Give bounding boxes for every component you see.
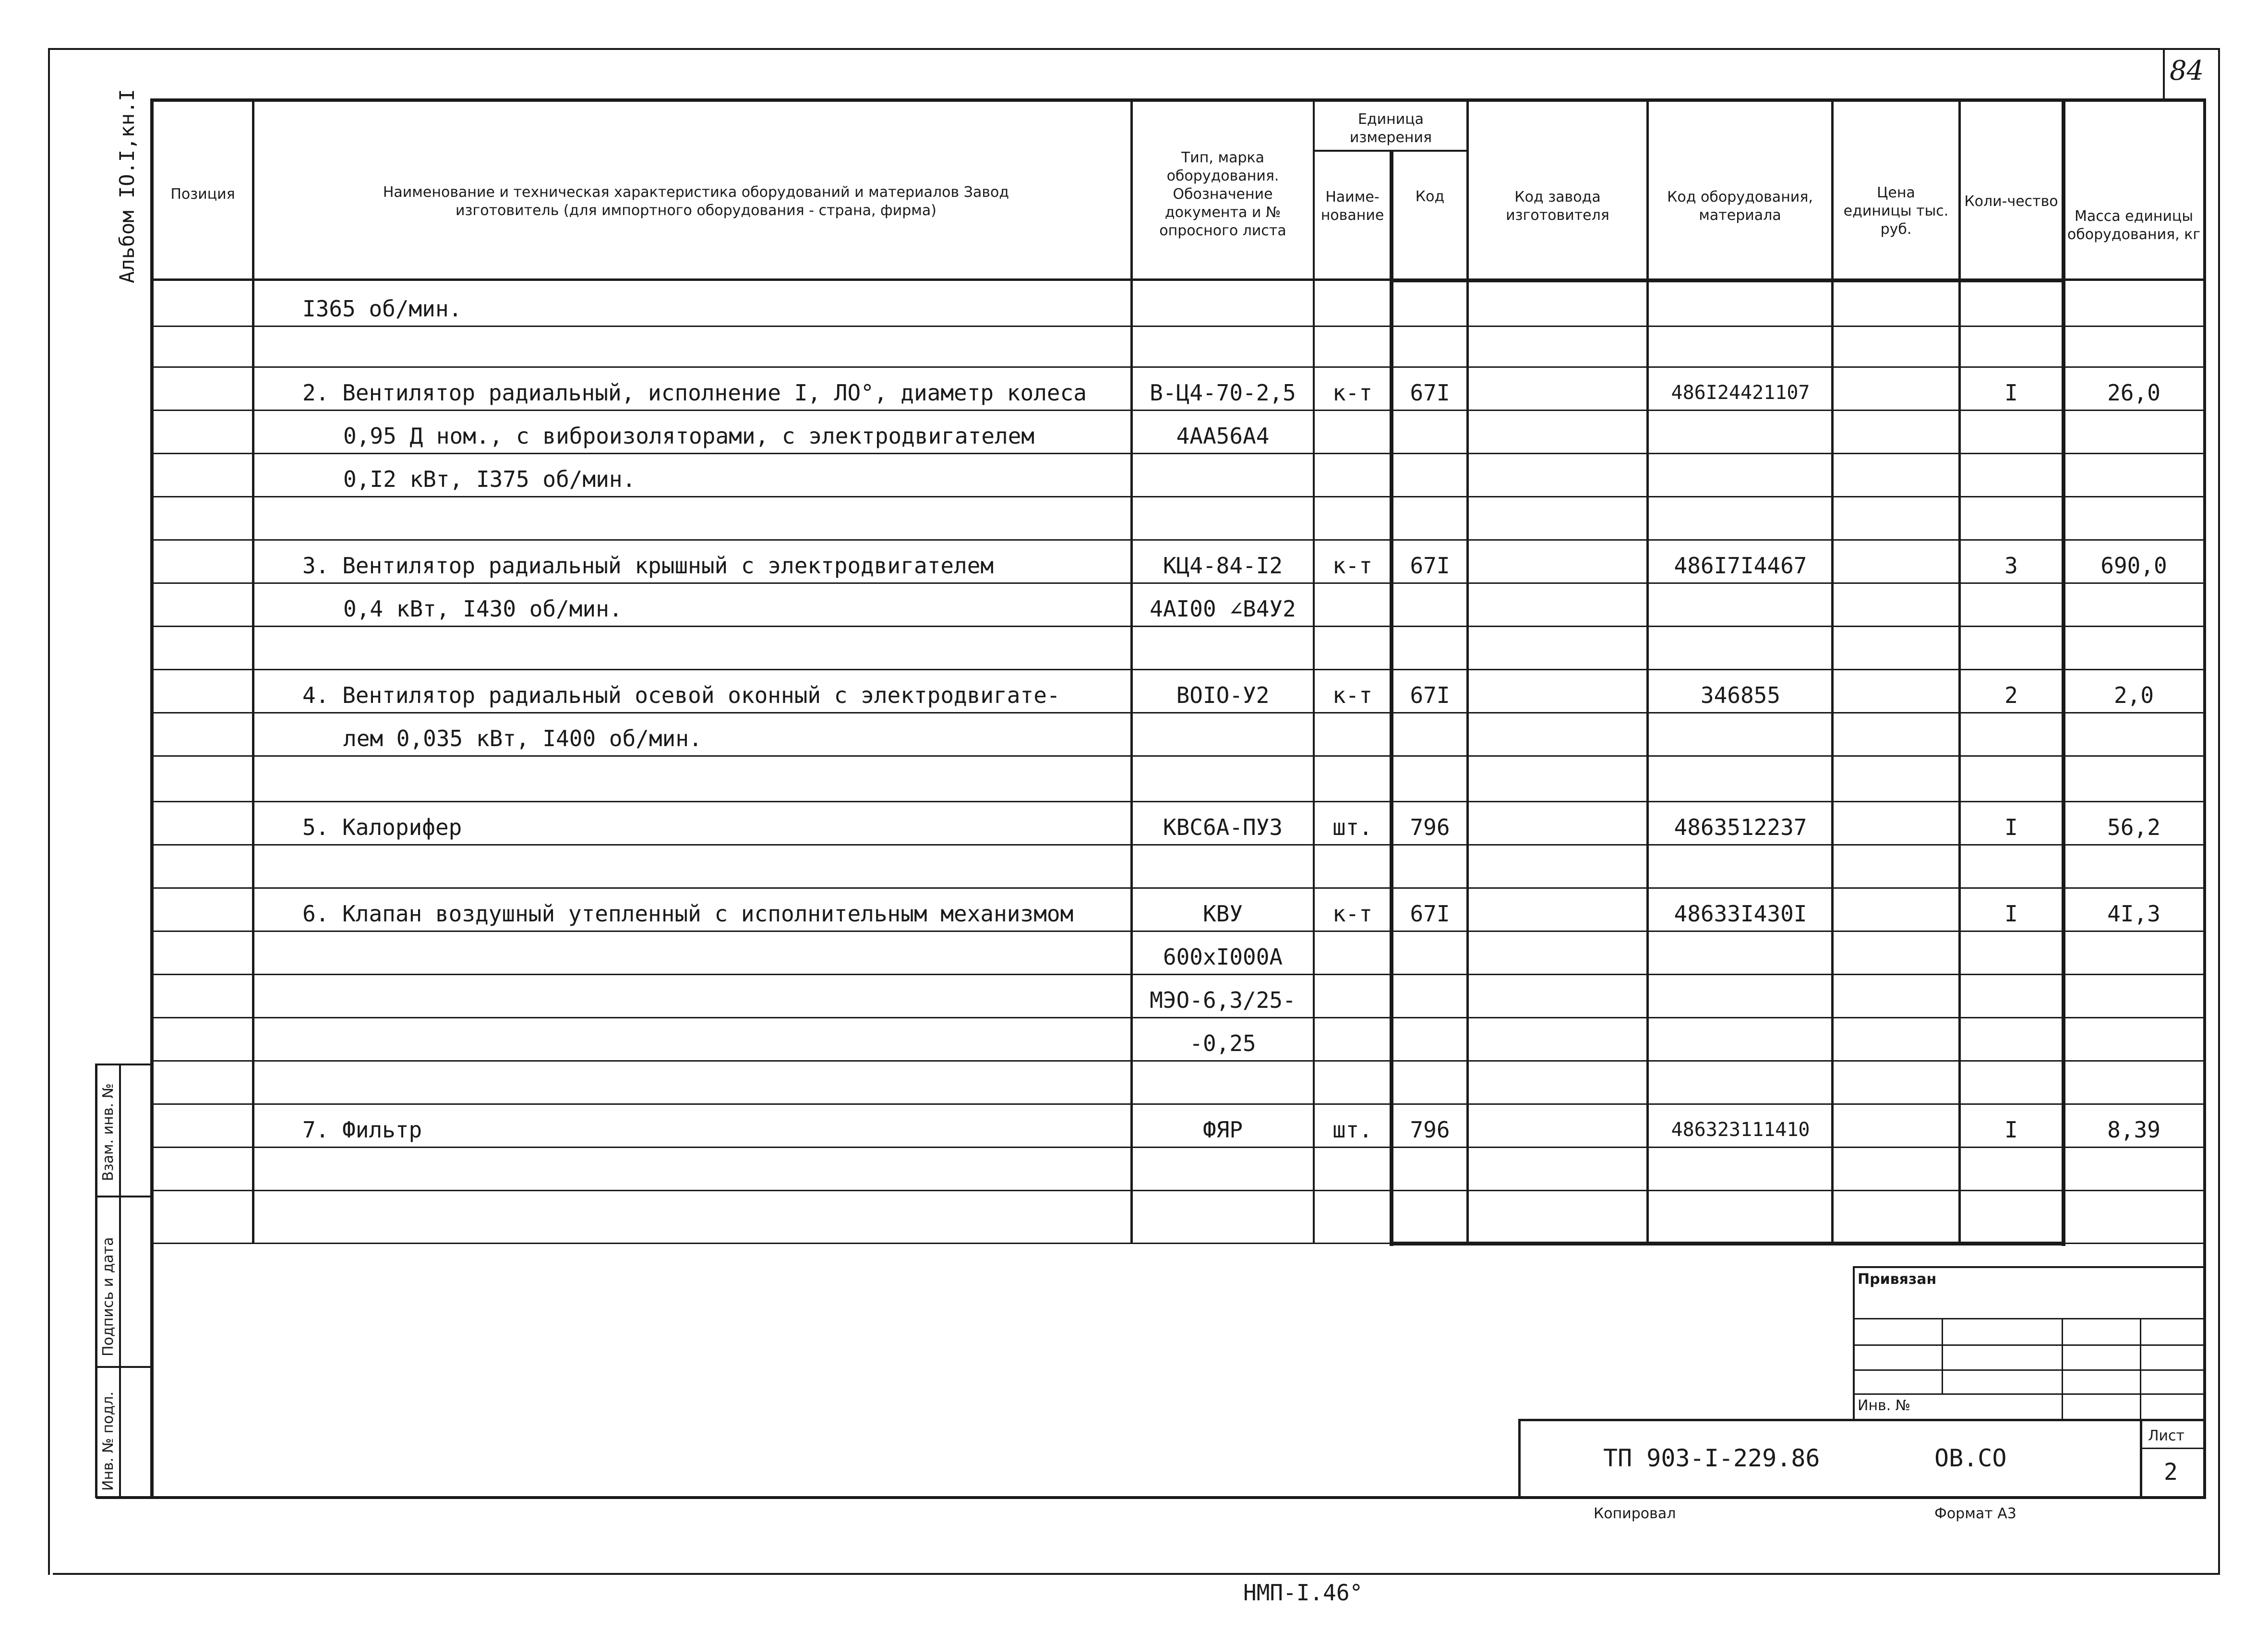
cell-mass: 8,39 (2107, 1117, 2160, 1143)
inner-frame-left (150, 98, 154, 1498)
row-divider (154, 887, 2204, 889)
col-line-6 (1646, 98, 1649, 1244)
title-block-left (1518, 1419, 1521, 1498)
cell-equip: 4863512237 (1674, 814, 1807, 840)
col-line-9 (2062, 98, 2065, 1246)
row-divider (154, 801, 2204, 802)
cell-type: КВС6А-ПУЗ (1163, 814, 1283, 840)
row-divider (154, 1060, 2204, 1062)
footer-format: Формат А3 (1934, 1505, 2016, 1522)
cell-code: 67I (1410, 901, 1450, 927)
outer-frame-left (48, 48, 50, 1575)
cell-type: КЦ4-84-I2 (1163, 553, 1283, 579)
row-divider (154, 410, 2204, 411)
cell-name: 4. Вентилятор радиальный осевой оконный с электродвигате- (302, 682, 1060, 708)
sheet-label: Лист (2148, 1427, 2185, 1444)
cell-code: 796 (1410, 1117, 1450, 1143)
cell-name: 0,95 Д ном., с виброизоляторами, с электродвигателем (343, 423, 1035, 449)
col-line-2 (1130, 98, 1133, 1244)
thick-box-top (1390, 278, 2065, 282)
side-stamp-top (95, 1064, 153, 1065)
side-stamp-sep-2 (95, 1366, 153, 1368)
cell-qty: I (2004, 1117, 2018, 1143)
outer-frame-top (48, 48, 2220, 50)
cell-mass: 56,2 (2107, 814, 2160, 840)
title-block-top (1519, 1419, 2206, 1421)
header-unit-group: Единица измерения (1349, 110, 1432, 146)
cell-type: 4АА56А4 (1176, 423, 1270, 449)
cell-unit: шт. (1332, 814, 1373, 840)
col-line-4 (1390, 151, 1393, 1246)
row-divider (154, 496, 2204, 497)
stamp-privyazan: Привязан (1858, 1271, 1937, 1288)
outer-frame-right (2218, 48, 2220, 1575)
cell-qty: I (2004, 380, 2018, 406)
header-position: Позиция (170, 186, 235, 203)
cell-name: 6. Клапан воздушный утепленный с исполнительным механизмом (302, 901, 1074, 927)
row-divider (154, 539, 2204, 541)
row-divider (154, 844, 2204, 846)
page-number: 84 (2170, 55, 2204, 86)
row-divider (154, 755, 2204, 757)
cell-unit: к-т (1332, 901, 1373, 927)
cell-type: 600хI000А (1163, 944, 1283, 970)
stamp-privyazan-top (1853, 1266, 2206, 1268)
stamp-col-2 (2062, 1318, 2063, 1420)
col-line-7 (1831, 98, 1834, 1244)
cell-unit: шт. (1332, 1117, 1373, 1143)
row-divider (154, 712, 2204, 713)
unit-group-divider (1313, 150, 1466, 152)
stamp-privyazan-left (1853, 1266, 1855, 1420)
stamp-col-3 (2140, 1318, 2141, 1420)
row-divider (154, 582, 2204, 584)
header-quantity: Коли-чество (1964, 193, 2058, 210)
header-equipment-code: Код оборудования, материала (1667, 189, 1813, 224)
outer-frame-bottom (53, 1573, 2220, 1575)
col-line-1 (252, 98, 254, 1244)
header-type: Тип, марка оборудования. Обозначение документа и № опросного листа (1159, 149, 1286, 239)
col-line-3 (1313, 98, 1315, 1244)
cell-name: 0,4 кВт, I430 об/мин. (343, 596, 623, 622)
inner-frame-right (2203, 98, 2206, 1498)
cell-mass: 26,0 (2107, 380, 2160, 406)
cell-name: лем 0,035 кВт, I400 об/мин. (343, 725, 702, 751)
cell-code: 67I (1410, 380, 1450, 406)
side-stamp-left (95, 1064, 97, 1498)
cell-equip: 48633I430I (1674, 901, 1807, 927)
doc-mark: ОВ.СО (1934, 1444, 2007, 1472)
doc-code: ТП 903-I-229.86 (1603, 1444, 1820, 1472)
cell-name: I365 об/мин. (302, 296, 462, 322)
stamp-row-4 (1853, 1393, 2206, 1395)
cell-equip: 486I7I4467 (1674, 553, 1807, 579)
cell-name: 0,I2 кВт, I375 об/мин. (343, 466, 636, 492)
row-divider (154, 1243, 2204, 1244)
header-name: Наименование и техническая характеристика оборудований и материалов Завод изготовитель (для импортного оборудования - страна, фирма) (383, 184, 1009, 219)
row-divider (154, 1190, 2204, 1191)
cell-equip: 486323111410 (1671, 1119, 1810, 1141)
cell-type: ВОIО-У2 (1176, 682, 1270, 708)
album-label: Альбом IO.I,кн.I (115, 89, 139, 283)
cell-type: -0,25 (1189, 1030, 1256, 1056)
page-number-box-left (2163, 48, 2165, 98)
side-stamp-sep-1 (95, 1196, 153, 1197)
row-divider (154, 626, 2204, 627)
side-inv-podl: Инв. № подл. (100, 1391, 117, 1491)
cell-unit: к-т (1332, 380, 1373, 406)
row-divider (154, 931, 2204, 932)
col-line-5 (1466, 98, 1469, 1244)
cell-code: 67I (1410, 682, 1450, 708)
cell-type: В-Ц4-70-2,5 (1150, 380, 1296, 406)
cell-name: 3. Вентилятор радиальный крышный с электродвигателем (302, 553, 994, 579)
bottom-code: НМП-I.46° (1243, 1580, 1363, 1606)
cell-name: 5. Калорифер (302, 814, 462, 840)
cell-qty: 3 (2004, 553, 2018, 579)
cell-mass: 4I,3 (2107, 901, 2160, 927)
footer-copied: Копировал (1594, 1505, 1676, 1522)
row-divider (154, 1147, 2204, 1148)
side-sign-date: Подпись и дата (100, 1237, 117, 1356)
cell-type: КВУ (1202, 901, 1243, 927)
inner-frame-top (151, 98, 2206, 102)
cell-unit: к-т (1332, 682, 1373, 708)
stamp-row-1 (1853, 1318, 2206, 1319)
row-divider (154, 1103, 2204, 1105)
cell-qty: I (2004, 814, 2018, 840)
stamp-row-2 (1853, 1344, 2206, 1346)
cell-qty: 2 (2004, 682, 2018, 708)
header-price: Цена единицы тыс. руб. (1843, 184, 1949, 238)
header-unit-name: Наиме-нование (1320, 189, 1384, 224)
cell-equip: 346855 (1700, 682, 1781, 708)
side-stamp-mid (119, 1064, 121, 1498)
cell-name: 2. Вентилятор радиальный, исполнение I, ЛО°, диаметр колеса (302, 380, 1087, 406)
cell-equip: 486I24421107 (1671, 382, 1810, 404)
cell-mass: 2,0 (2113, 682, 2154, 708)
cell-type: ФЯР (1202, 1117, 1243, 1143)
stamp-col-1 (1942, 1318, 1943, 1395)
row-divider (154, 669, 2204, 670)
cell-code: 67I (1410, 553, 1450, 579)
row-divider (154, 366, 2204, 368)
col-line-8 (1958, 98, 1961, 1244)
stamp-row-3 (1853, 1369, 2206, 1371)
row-divider (154, 1017, 2204, 1018)
header-factory-code: Код завода изготовителя (1506, 189, 1609, 224)
header-unit-code: Код (1415, 188, 1445, 205)
cell-unit: к-т (1332, 553, 1373, 579)
row-divider (154, 453, 2204, 454)
cell-type: 4АI00 ∠В4У2 (1150, 596, 1296, 622)
cell-code: 796 (1410, 814, 1450, 840)
header-mass: Масса единицы оборудования, кг (2067, 208, 2201, 243)
sheet-box-left (2140, 1419, 2142, 1498)
sheet-number: 2 (2164, 1459, 2178, 1486)
cell-qty: I (2004, 901, 2018, 927)
sheet-box-mid (2140, 1448, 2206, 1449)
stamp-inv-no: Инв. № (1858, 1397, 1911, 1414)
cell-name: 7. Фильтр (302, 1117, 422, 1143)
cell-mass: 690,0 (2100, 553, 2167, 579)
row-divider (154, 974, 2204, 975)
inner-frame-bottom (96, 1496, 2206, 1499)
cell-type: МЭО-6,3/25- (1150, 987, 1296, 1013)
side-vzam: Взам. инв. № (100, 1083, 117, 1181)
row-divider (154, 326, 2204, 327)
